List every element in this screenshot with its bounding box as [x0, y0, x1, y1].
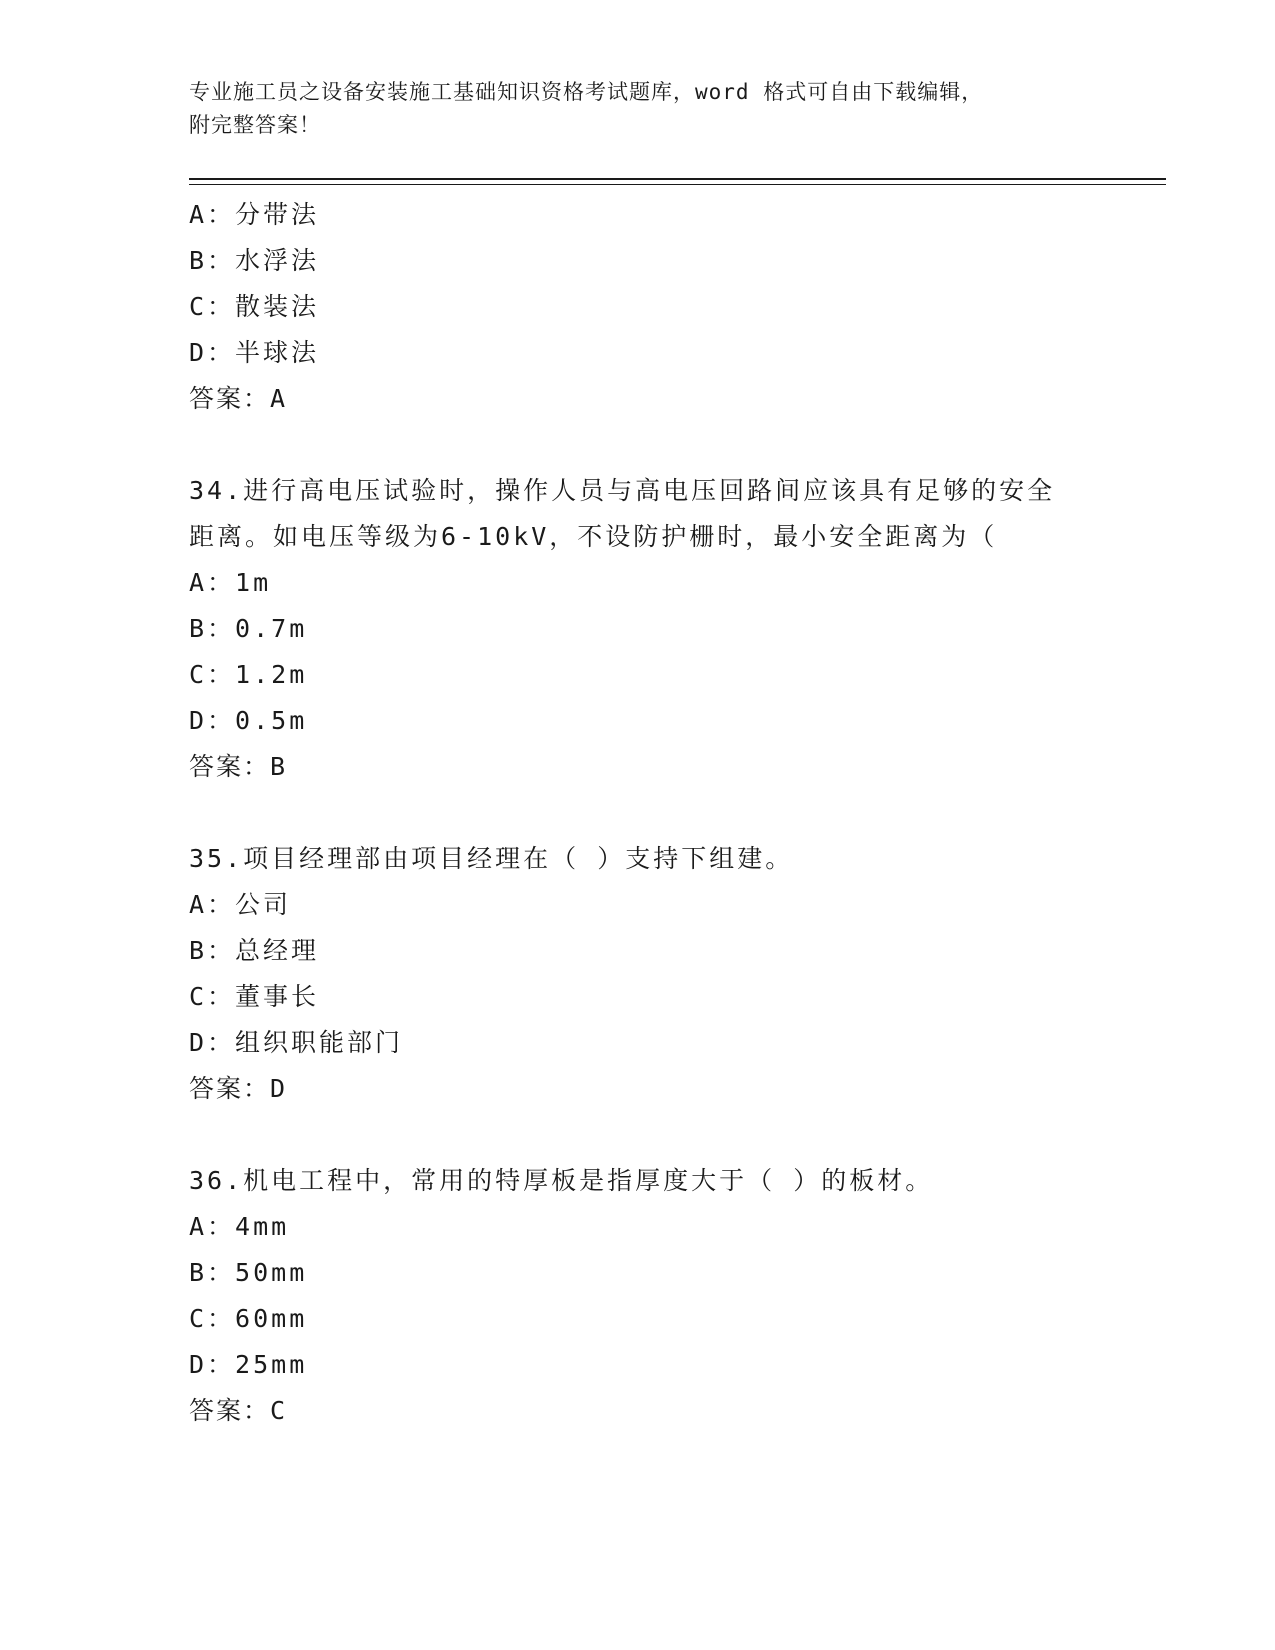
- answer-line: 答案：A: [189, 384, 288, 413]
- option-a: A：公司: [189, 890, 292, 919]
- option-b: B：50mm: [189, 1258, 308, 1287]
- option-d: D：0.5m: [189, 706, 308, 735]
- question-35: [189, 836, 1089, 1112]
- header-title-line-1: 专业施工员之设备安装施工基础知识资格考试题库，word 格式可自由下载编辑，: [189, 80, 984, 104]
- option-c: C：1.2m: [189, 660, 308, 689]
- question-list: [189, 192, 1089, 1434]
- answer-line: 答案：D: [189, 1074, 288, 1103]
- option-b: B：水浮法: [189, 246, 320, 275]
- answer-line: 答案：B: [189, 752, 288, 781]
- question-34: [189, 468, 1089, 790]
- option-d: D：半球法: [189, 338, 320, 367]
- option-c: C：董事长: [189, 982, 320, 1011]
- option-d: D：组织职能部门: [189, 1028, 404, 1057]
- question-33: [189, 192, 1089, 422]
- header-divider-thick: [189, 178, 1166, 180]
- answer-line: 答案：C: [189, 1396, 288, 1425]
- option-b: B：总经理: [189, 936, 320, 965]
- question-stem: 34.进行高电压试验时，操作人员与高电压回路间应该具有足够的安全: [189, 476, 1056, 505]
- question-36: [189, 1158, 1089, 1434]
- option-b: B：0.7m: [189, 614, 308, 643]
- question-spacer: [189, 1112, 1089, 1158]
- option-a: A：分带法: [189, 200, 320, 229]
- question-stem: 35.项目经理部由项目经理在（ ）支持下组建。: [189, 844, 794, 873]
- question-stem-continued: 距离。如电压等级为6-10kV，不设防护栅时，最小安全距离为（: [189, 522, 998, 551]
- question-stem: 36.机电工程中，常用的特厚板是指厚度大于（ ）的板材。: [189, 1166, 934, 1195]
- question-spacer: [189, 422, 1089, 468]
- header-divider-thin: [189, 184, 1166, 185]
- option-a: A：4mm: [189, 1212, 290, 1241]
- document-header: [189, 76, 1089, 142]
- option-c: C：60mm: [189, 1304, 308, 1333]
- header-title-line-2: 附完整答案！: [189, 113, 321, 137]
- question-spacer: [189, 790, 1089, 836]
- option-c: C：散装法: [189, 292, 320, 321]
- option-a: A：1m: [189, 568, 272, 597]
- option-d: D：25mm: [189, 1350, 308, 1379]
